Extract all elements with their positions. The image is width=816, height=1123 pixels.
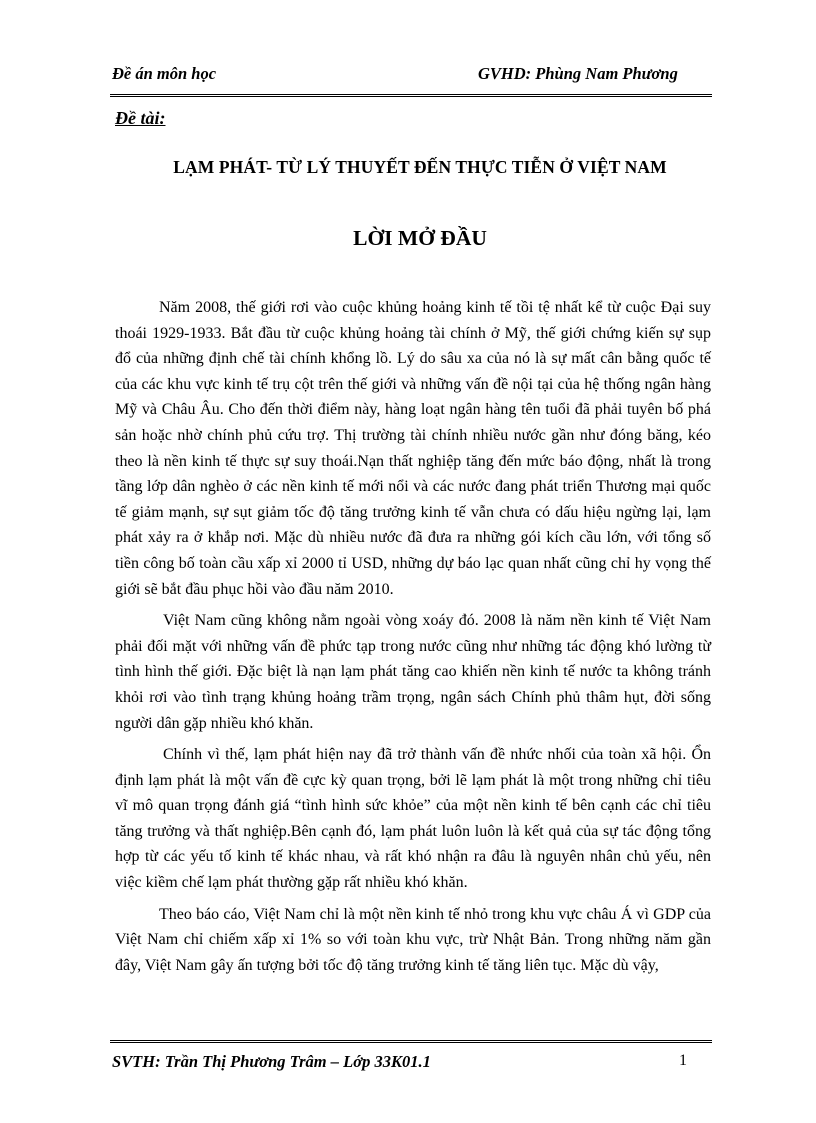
paragraph: Chính vì thế, lạm phát hiện nay đã trở thành vấn đề nhức nhối của toàn xã hội. Ổn định lạm phát là một vấn đề cực kỳ quan trọng, bởi lẽ lạm phát là một trong những chỉ tiêu vĩ mô quan trọng đánh giá “tình hình sức khỏe” của một nền kinh tế bên cạnh các chỉ tiêu tăng trưởng và thất nghiệp.Bên cạnh đó, lạm phát luôn luôn là kết quả của sự tác động tổng hợp từ các yếu tố kinh tế khác nhau, và rất khó nhận ra đâu là nguyên nhân chủ yếu, nên việc kiềm chế lạm phát thường gặp rất nhiều khó khăn. <box>115 746 711 892</box>
topic-label: Đề tài: <box>115 108 166 128</box>
header-instructor: GVHD: Phùng Nam Phương <box>478 64 678 83</box>
paragraph: Năm 2008, thế giới rơi vào cuộc khủng hoảng kinh tế tồi tệ nhất kể từ cuộc Đại suy thoái 1929-1933. Bắt đầu từ cuộc khủng hoảng tài chính ở Mỹ, thế giới chứng kiến sự sụp đổ của những định chế tài chính khổng lồ. Lý do sâu xa của nó là sự mất cân bằng quốc tế của các khu vực kinh tế trụ cột trên thế giới và những vấn đề nội tại của hệ thống ngân hàng Mỹ và Châu Âu. Cho đến thời điểm này, hàng loạt ngân hàng tên tuổi đã phải tuyên bố phá sản hoặc nhờ chính phủ cứu trợ. Thị trường tài chính nhiều nước gần như đóng băng, kéo theo là nền kinh tế thực sự suy thoái.Nạn thất nghiệp tăng đến mức báo động, nhất là trong tầng lớp dân nghèo ở các nền kinh tế mới nổi và các nước đang phát triển Thương mại quốc tế giảm mạnh, sự sụt giảm tốc độ tăng trưởng kinh tế vẫn chưa có dấu hiệu ngừng lại, lạm phát xảy ra ở khắp nơi. Mặc dù nhiều nước đã đưa ra những gói kích cầu lớn, với tổng số tiền công bố toàn cầu xấp xỉ 2000 tỉ USD, những dự báo lạc quan nhất cũng chỉ hy vọng thế giới sẽ bắt đầu phục hồi vào đầu năm 2010. <box>115 299 711 598</box>
header-course: Đề án môn học <box>112 64 217 83</box>
page-number: 1 <box>679 1052 687 1069</box>
footer-rule <box>110 1040 712 1043</box>
body-text <box>115 295 711 984</box>
paragraph: Theo báo cáo, Việt Nam chỉ là một nền kinh tế nhỏ trong khu vực châu Á vì GDP của Việt Nam chỉ chiếm xấp xỉ 1% so với toàn khu vực, trừ Nhật Bản. Trong những năm gần đây, Việt Nam gây ấn tượng bởi tốc độ tăng trưởng kinh tế tăng liên tục. Mặc dù vậy, <box>115 905 711 974</box>
header-rule <box>110 94 712 97</box>
page-header <box>0 64 816 88</box>
paragraph: Việt Nam cũng không nằm ngoài vòng xoáy đó. 2008 là năm nền kinh tế Việt Nam phải đối mặt với những vấn đề phức tạp trong nước cũng như những tác động khó lường từ tình hình thế giới. Đặc biệt là nạn lạm phát tăng cao khiến nền kinh tế nước ta không tránh khỏi rơi vào tình trạng khủng hoảng trầm trọng, ngân sách Chính phủ thâm hụt, đời sống người dân gặp nhiều khó khăn. <box>115 612 711 732</box>
section-title: LỜI MỞ ĐẦU <box>353 226 487 250</box>
document-title: LẠM PHÁT- TỪ LÝ THUYẾT ĐẾN THỰC TIỄN Ở VIỆT NAM <box>173 157 667 177</box>
footer-student: SVTH: Trần Thị Phương Trâm – Lớp 33K01.1 <box>112 1052 431 1071</box>
